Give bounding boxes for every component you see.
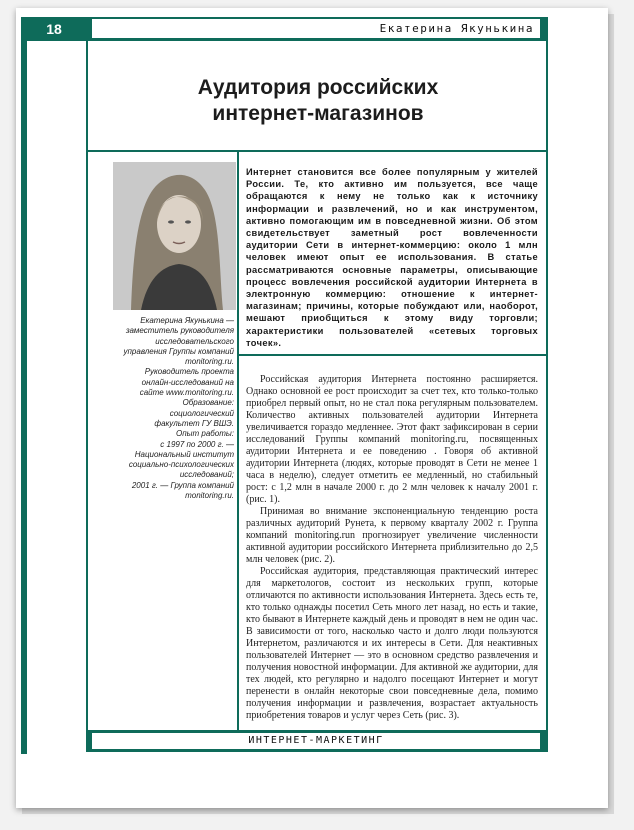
caption-line: Опыт работы: — [175, 429, 234, 439]
author-caption — [100, 316, 234, 501]
title-divider — [86, 150, 548, 152]
caption-line: онлайн-исследований на — [141, 377, 234, 387]
page-number: 18 — [46, 21, 62, 37]
caption-line: Екатерина Якунькина — — [140, 316, 234, 325]
caption-line: 2001 г. — Группа компаний — [131, 480, 234, 490]
caption-line: monitoring.ru. — [185, 491, 234, 501]
caption-line: социально-психологических — [128, 460, 234, 470]
caption-line: исследований; — [179, 470, 234, 480]
caption-line: сайте www.monitoring.ru. — [139, 388, 234, 398]
running-head-author: Екатерина Якунькина — [92, 19, 540, 38]
left-margin-strip — [21, 41, 27, 754]
article-title — [90, 75, 546, 127]
caption-line: monitoring.ru. — [185, 357, 234, 367]
author-photo — [113, 162, 236, 310]
author-portrait-icon — [113, 162, 236, 310]
section-name: ИНТЕРНЕТ-МАРКЕТИНГ — [92, 733, 540, 749]
column-divider — [237, 150, 239, 730]
title-line-1: Аудитория российских — [197, 76, 439, 99]
caption-line: исследовательского — [155, 336, 234, 346]
caption-line: социологический — [169, 408, 234, 418]
right-frame-rule — [546, 41, 548, 730]
caption-line: с 1997 по 2000 г. — — [160, 439, 234, 449]
title-line-2: интернет-магазинов — [212, 102, 424, 125]
article-body — [246, 374, 538, 722]
caption-line: Национальный институт — [134, 449, 234, 459]
body-paragraph-3: Российская аудитория, представляющая практический интерес для маркетологов, состоит из нескольких групп, которые отличаются по активности использования Интернета. Здесь есть те, кто только однажды посетил Сеть много лет назад, но есть и такие, кто бывают в Интернете каждый день и проводят в нем не один час. В зависимости от того, насколько часто и долго люди пользуются Интернетом, различаются и их интересы в Сети. Для неактивных пользователей Интернет — это в основном средство развлечения и получения новостной информации. Для активной же аудитории, для тех людей, кто регулярно и надолго посещают Интернет и могут перенести в онлайн некоторые свои повседневные дела, помимо получения информации и развлечения, возрастает актуальность приобретения товаров и услуг через Сеть (рис. 3). — [246, 566, 538, 721]
body-paragraph-1: Российская аудитория Интернета постоянно расширяется. Однако основной ее рост происходит за счет тех, кто только-только приобрел первый опыт, но не стал пока регулярным пользователем. Количество активных пользователей аудитории Интернета увеличивается гораздо медленнее. Этот факт зафиксирован в серии исследований Группы компаний monitoring.ru, посвященных аудитории Интернета и ее поведению . Говоря об активной аудитории Интернета (людях, которые проводят в Сети не менее 1 часа в неделю), следует отметить ее медленный, но стабильный рост: с 1,2 млн в начале 2000 г. до 2 млн человек к началу 2001 г. (рис. 1). — [246, 374, 538, 505]
caption-line: заместитель руководителя — [125, 326, 234, 336]
caption-line: Руководитель проекта — [144, 367, 234, 377]
caption-line: Образование: — [182, 398, 234, 408]
lead-divider — [237, 354, 548, 356]
caption-line: факультет ГУ ВШЭ. — [154, 418, 234, 428]
caption-line: управления Группы компаний — [123, 346, 234, 356]
article-lead: Интернет становится все более популярным у жителей России. Те, кто активно им пользуется, все чаще обращаются к нему не только как к источнику информации и развлечений, но и как инструментом, активно помогающим им в повседневной жизни. Об этом свидетельствует заметный рост вовлеченности аудитории Сети в интернет-коммерцию: около 1 млн человек имеют опыт ее использования. В статье рассматриваются основные параметры, описывающие процесс вовлечения российской аудитории Интернета в электронную коммерцию: отношение к интернет-магазинам; причины, которые побуждают или, наоборот, мешают приобщиться к этому виду торговли; характеристики пользователей «сетевых торговых точек». — [246, 167, 538, 348]
left-frame-rule — [86, 41, 88, 730]
body-paragraph-2: Принимая во внимание экспоненциальную тенденцию роста различных аудиторий Рунета, к первому кварталу 2002 г. Группа компаний monitoring.run прогнозирует увеличение численности активной аудитории российского Интернета приблизительно до 2,5 млн человек (рис. 2). — [246, 506, 538, 565]
